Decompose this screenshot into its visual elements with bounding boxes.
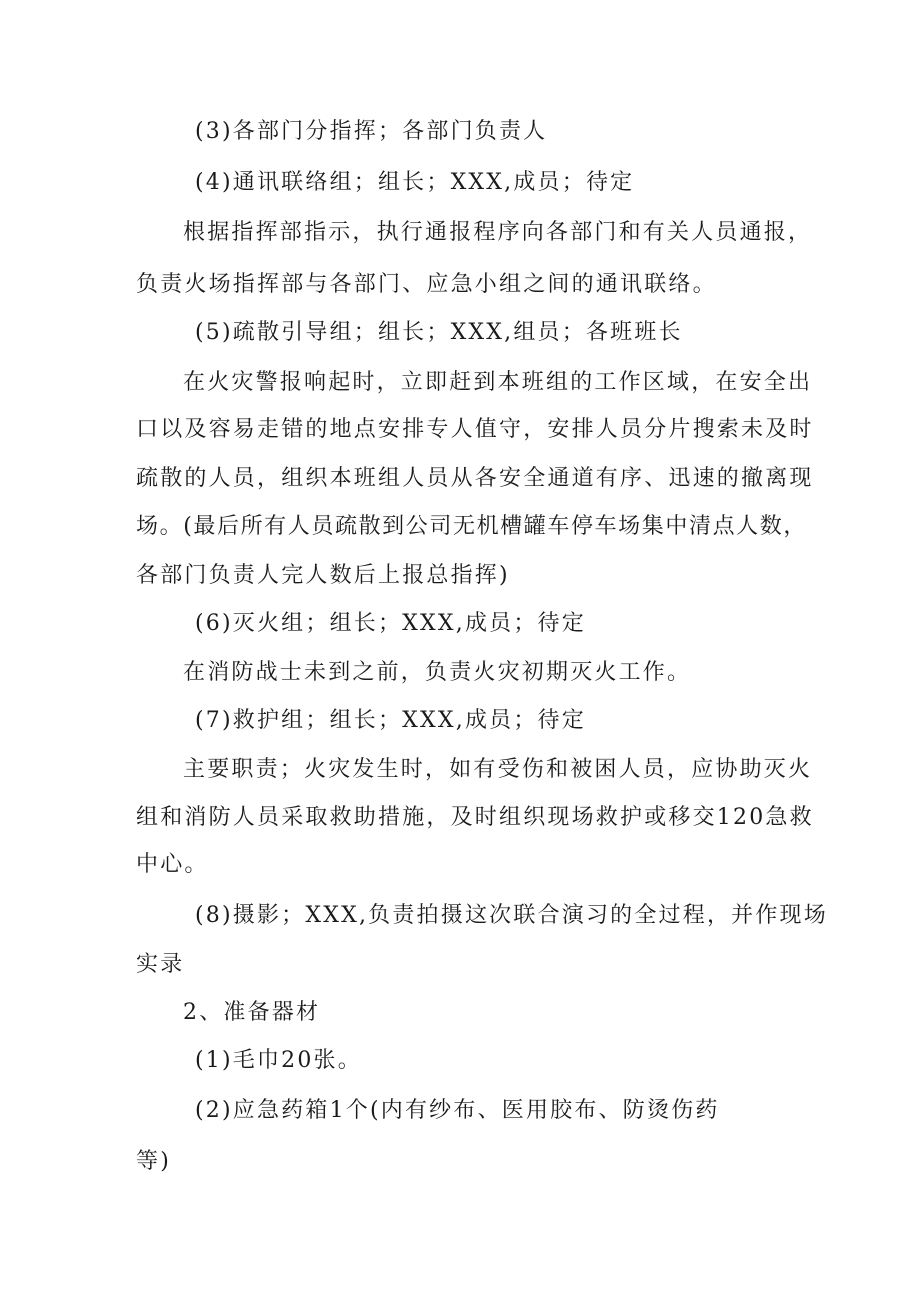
text-line: (5)疏散引导组；组长；XXX,组员；各班班长 — [195, 320, 683, 345]
text-line: 组和消防人员采取救助措施，及时组织现场救护或移交120急救 — [136, 805, 814, 830]
text-line: (3)各部门分指挥；各部门负责人 — [195, 119, 548, 144]
text-line: 口以及容易走错的地点安排专人值守，安排人员分片搜索未及时 — [136, 417, 814, 442]
text-line: 负责火场指挥部与各部门、应急小组之间的通讯联络。 — [136, 272, 717, 297]
text-line: 中心。 — [136, 852, 209, 877]
text-line: (7)救护组；组长；XXX,成员；待定 — [195, 708, 586, 733]
text-line: (2)应急药箱1个(内有纱布、医用胶布、防烫伤药 — [195, 1098, 720, 1123]
text-line: (1)毛巾20张。 — [195, 1048, 362, 1073]
text-line: (6)灭火组；组长；XXX,成员；待定 — [195, 611, 586, 636]
text-line: 主要职责；火灾发生时，如有受伤和被困人员，应协助灭火 — [183, 757, 813, 782]
text-line: 疏散的人员，组织本班组人员从各安全通道有序、迅速的撤离现 — [136, 466, 814, 491]
text-line: 实录 — [136, 952, 185, 977]
text-line: 根据指挥部指示，执行通报程序向各部门和有关人员通报， — [183, 220, 813, 245]
text-line: (8)摄影；XXX,负责拍摄这次联合演习的全过程，并作现场 — [195, 903, 828, 928]
text-line: 在消防战士未到之前，负责火灾初期灭火工作。 — [183, 660, 692, 685]
section-heading: 2、准备器材 — [183, 1000, 321, 1025]
text-line: 等) — [136, 1149, 171, 1174]
text-line: 各部门负责人完人数后上报总指挥) — [136, 563, 510, 588]
text-line: (4)通讯联络组；组长；XXX,成员；待定 — [195, 170, 635, 195]
text-line: 场。(最后所有人员疏散到公司无机槽罐车停车场集中清点人数， — [136, 514, 807, 539]
text-line: 在火灾警报响起时，立即赶到本班组的工作区域，在安全出 — [183, 370, 813, 395]
